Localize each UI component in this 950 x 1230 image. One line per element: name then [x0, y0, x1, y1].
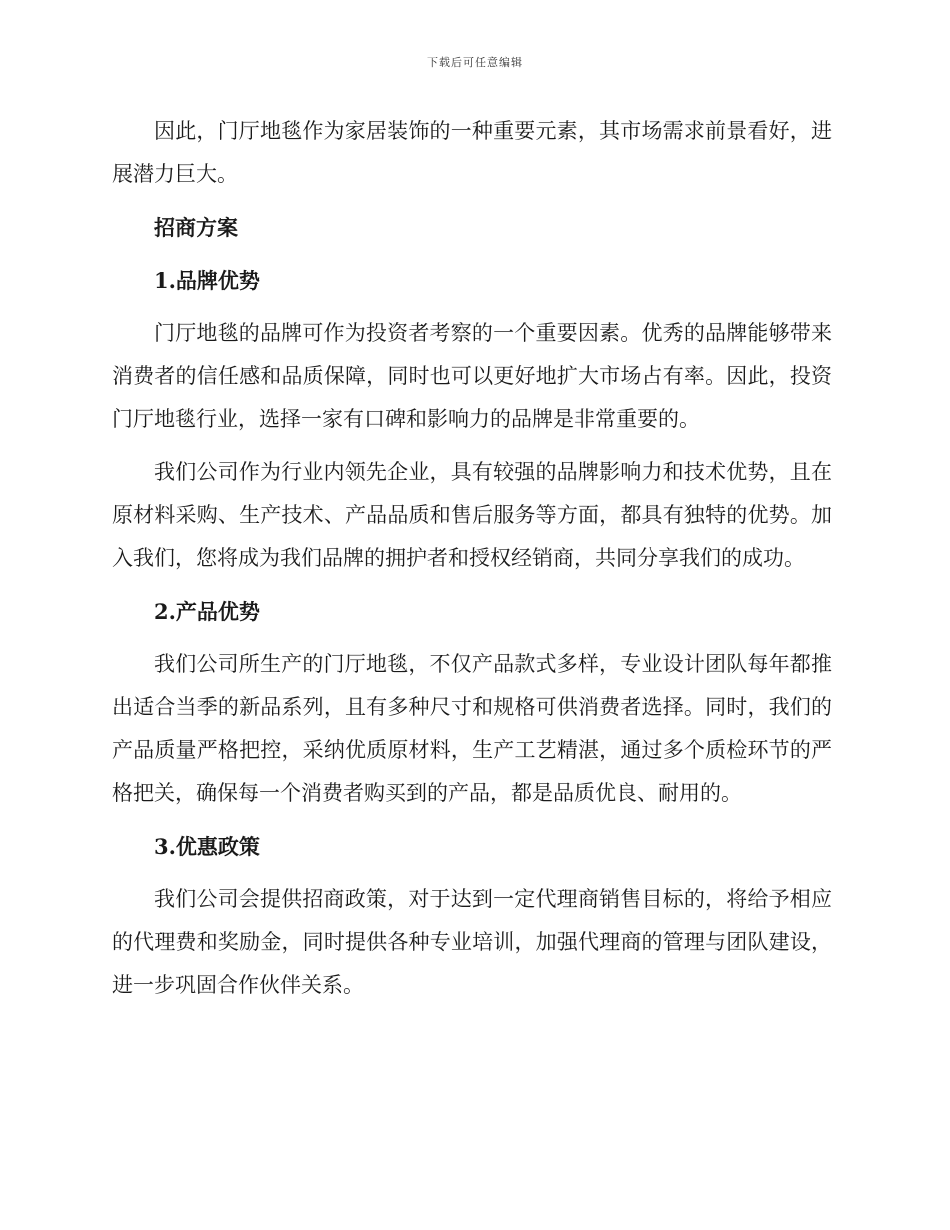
brand-advantage-paragraph-1: 门厅地毯的品牌可作为投资者考察的一个重要因素。优秀的品牌能够带来消费者的信任感和品质保障，同时也可以更好地扩大市场占有率。因此，投资门厅地毯行业，选择一家有口碑和影响力的品牌是非常重要的。 — [112, 321, 832, 431]
product-advantage-heading: 2.产品优势 — [154, 599, 260, 624]
product-advantage-paragraph: 我们公司所生产的门厅地毯，不仅产品款式多样，专业设计团队每年都推出适合当季的新品系列，且有多种尺寸和规格可供消费者选择。同时，我们的产品质量严格把控，采纳优质原材料，生产工艺精湛，通过多个质检环节的严格把关，确保每一个消费者购买到的产品，都是品质优良、耐用的。 — [112, 652, 832, 805]
section-title: 招商方案 — [154, 215, 238, 240]
preferential-policy-paragraph: 我们公司会提供招商政策，对于达到一定代理商销售目标的，将给予相应的代理费和奖励金，同时提供各种专业培训，加强代理商的管理与团队建设，进一步巩固合作伙伴关系。 — [112, 887, 832, 997]
brand-advantage-heading: 1.品牌优势 — [154, 268, 260, 293]
document-body — [112, 110, 832, 1017]
intro-paragraph: 因此，门厅地毯作为家居装饰的一种重要元素，其市场需求前景看好，进展潜力巨大。 — [112, 119, 832, 186]
preferential-policy-heading: 3.优惠政策 — [154, 834, 260, 859]
brand-advantage-paragraph-2: 我们公司作为行业内领先企业，具有较强的品牌影响力和技术优势，且在原材料采购、生产技术、产品品质和售后服务等方面，都具有独特的优势。加入我们，您将成为我们品牌的拥护者和授权经销商，共同分享我们的成功。 — [112, 460, 832, 570]
page-header: 下载后可任意编辑 — [427, 56, 523, 69]
